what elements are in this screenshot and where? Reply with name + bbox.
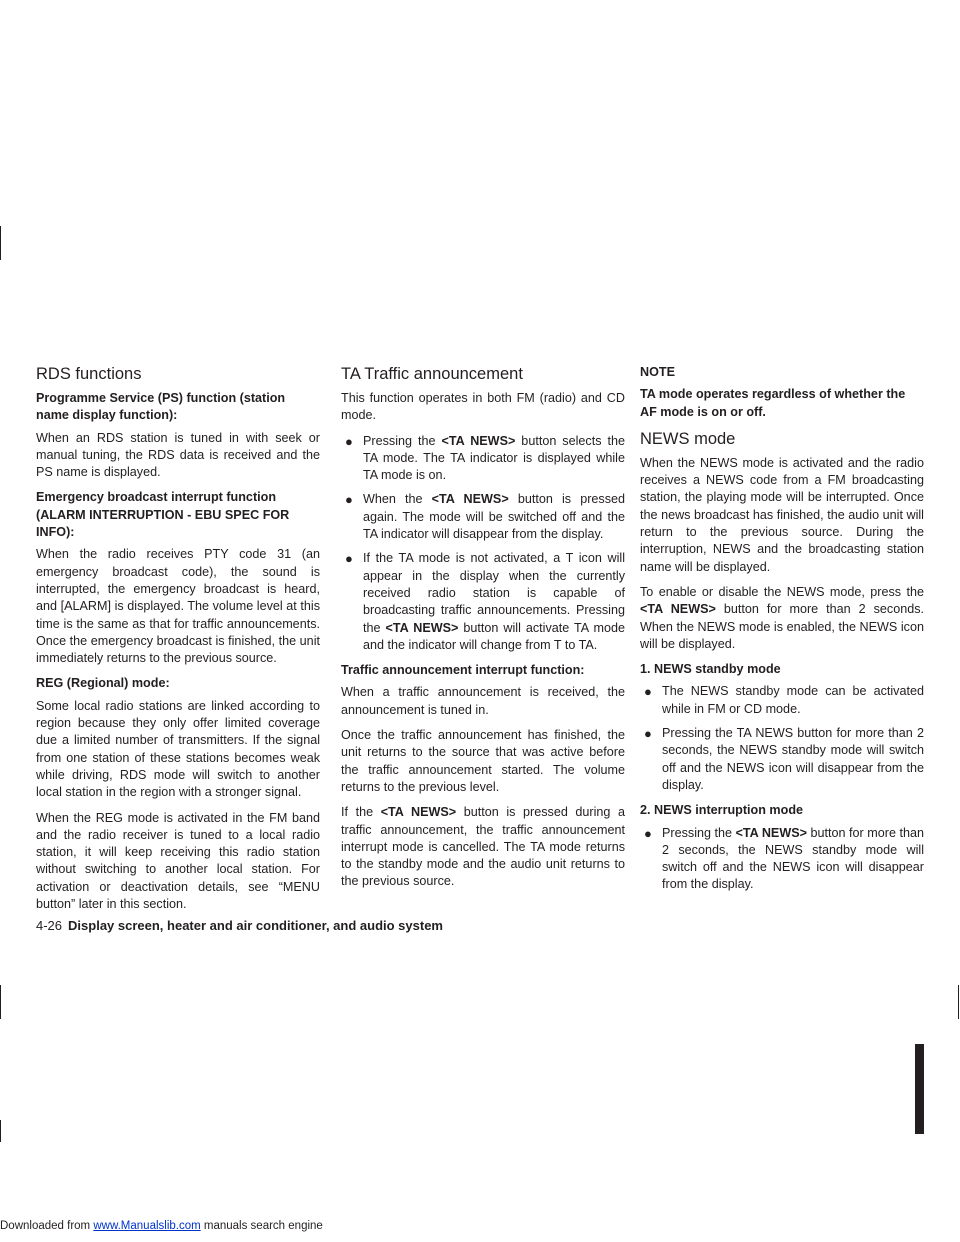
column-news	[640, 364, 924, 902]
chapter-tab	[915, 1044, 924, 1134]
ta-news-label: <TA NEWS>	[735, 825, 807, 840]
interrupt-heading: Traffic announcement interrupt function:	[341, 663, 585, 678]
bullet-icon: ●	[644, 726, 652, 742]
list-item: ● If the TA mode is not activated, a T icon will appear in the display when the currently received radio station is capable of broadcasting traffic announcements. Pressing the <TA NEWS> button will activate TA mode and the indicator will change from T to TA.	[345, 551, 626, 652]
crop-mark	[0, 985, 1, 1019]
ta-news-label: <TA NEWS>	[385, 620, 459, 635]
ta-news-label: <TA NEWS>	[380, 805, 457, 820]
bullet-icon: ●	[345, 492, 353, 508]
page-footer	[36, 918, 443, 933]
note-label: NOTE	[640, 365, 675, 379]
crop-mark	[0, 226, 1, 260]
note-text: TA mode operates regardless of whether the AF mode is on or off.	[640, 387, 906, 419]
ebu-heading: Emergency broadcast interrupt function (ALARM INTERRUPTION - EBU SPEC FOR INFO):	[36, 490, 290, 540]
news-text-1: When the NEWS mode is activated and the radio receives a NEWS code from a FM broadcasting station, the playing mode will be interrupted. Once the news broadcast has finished, the audio unit will return to the previous source. During the interruption, NEWS and the broadcasting station name will be displayed.	[640, 455, 924, 574]
column-ta	[341, 364, 625, 899]
ta-bullet-list	[341, 433, 625, 655]
interrupt-text-3: If the <TA NEWS> button is pressed during a traffic announcement, the traffic announcement interrupt mode is cancelled. The TA mode returns to the standby mode and the audio unit returns to the previous source.	[341, 805, 626, 889]
manualslib-link[interactable]: www.Manualslib.com	[93, 1220, 201, 1232]
list-item: ● Pressing the <TA NEWS> button for more than 2 seconds, the NEWS standby mode will switch off and the NEWS icon will disappear from the display.	[644, 825, 924, 892]
ebu-text: When the radio receives PTY code 31 (an emergency broadcast code), the sound is interrupted, the emergency broadcast is heard, and [ALARM] is displayed. The volume level at this time is the same as that for traffic announcements. Once the emergency broadcast is finished, the unit immediately returns to the previous source.	[36, 547, 320, 666]
ta-news-label: <TA NEWS>	[640, 602, 716, 617]
ta-news-label: <TA NEWS>	[431, 492, 509, 507]
interrupt-text-2: Once the traffic announcement has finished, the unit returns to the source that was active before the traffic announcement started. The volume returns to the previous level.	[341, 728, 625, 794]
list-item: ● The NEWS standby mode can be activated while in FM or CD mode.	[644, 684, 924, 716]
crop-mark	[0, 1120, 1, 1142]
ps-text: When an RDS station is tuned in with seek or manual tuning, the RDS data is received and the PS name is displayed.	[36, 430, 320, 480]
reg-heading: REG (Regional) mode:	[36, 676, 170, 691]
interrupt-text-1: When a traffic announcement is received, the announcement is tuned in.	[341, 685, 625, 717]
news-text-2: To enable or disable the NEWS mode, press the <TA NEWS> button for more than 2 seconds. When the NEWS mode is enabled, the NEWS icon will be displayed.	[640, 584, 925, 651]
section-title-footer: Display screen, heater and air conditioner, and audio system	[68, 918, 443, 933]
standby-heading: 1. NEWS standby mode	[640, 662, 781, 677]
bullet-icon: ●	[644, 825, 652, 841]
interruption-heading: 2. NEWS interruption mode	[640, 803, 804, 818]
ta-intro: This function operates in both FM (radio) and CD mode.	[341, 391, 625, 423]
reg-text-1: Some local radio stations are linked according to region because they only offer limited coverage due a limited number of transmitters. If the signal from one station of these stations becomes weak while driving, RDS mode will switch to another local station in the region with a stronger signal.	[36, 698, 320, 800]
section-title-news: NEWS mode	[640, 429, 736, 448]
bullet-icon: ●	[644, 684, 652, 700]
bullet-icon: ●	[345, 551, 353, 567]
ps-heading: Programme Service (PS) function (station name display function):	[36, 391, 286, 423]
list-item: ● Pressing the TA NEWS button for more than 2 seconds, the NEWS standby mode will switch off and the NEWS icon will disappear from the display.	[644, 726, 924, 792]
section-title-ta: TA Traffic announcement	[341, 365, 523, 383]
standby-bullet-list	[640, 683, 924, 794]
list-item: ● When the <TA NEWS> button is pressed again. The mode will be switched off and the TA indicator will disappear from the display.	[345, 492, 625, 542]
reg-text-2: When the REG mode is activated in the FM band and the radio receiver is tuned to a local radio station, it will keep receiving this radio station without switching to another local station. For activation or deactivation details, see “MENU button” later in this section.	[36, 810, 320, 912]
ta-news-label: <TA NEWS>	[441, 433, 516, 448]
download-banner: Downloaded from www.Manualslib.com manuals search engine	[0, 1220, 323, 1232]
bullet-icon: ●	[345, 433, 353, 449]
crop-mark	[958, 985, 959, 1019]
page-number: 4-26	[36, 918, 63, 933]
interruption-bullet-list	[640, 825, 924, 894]
section-title-rds: RDS functions	[36, 365, 142, 383]
list-item: ● Pressing the <TA NEWS> button selects the TA mode. The TA indicator is displayed while TA mode is on.	[345, 433, 625, 483]
column-rds	[36, 364, 320, 921]
